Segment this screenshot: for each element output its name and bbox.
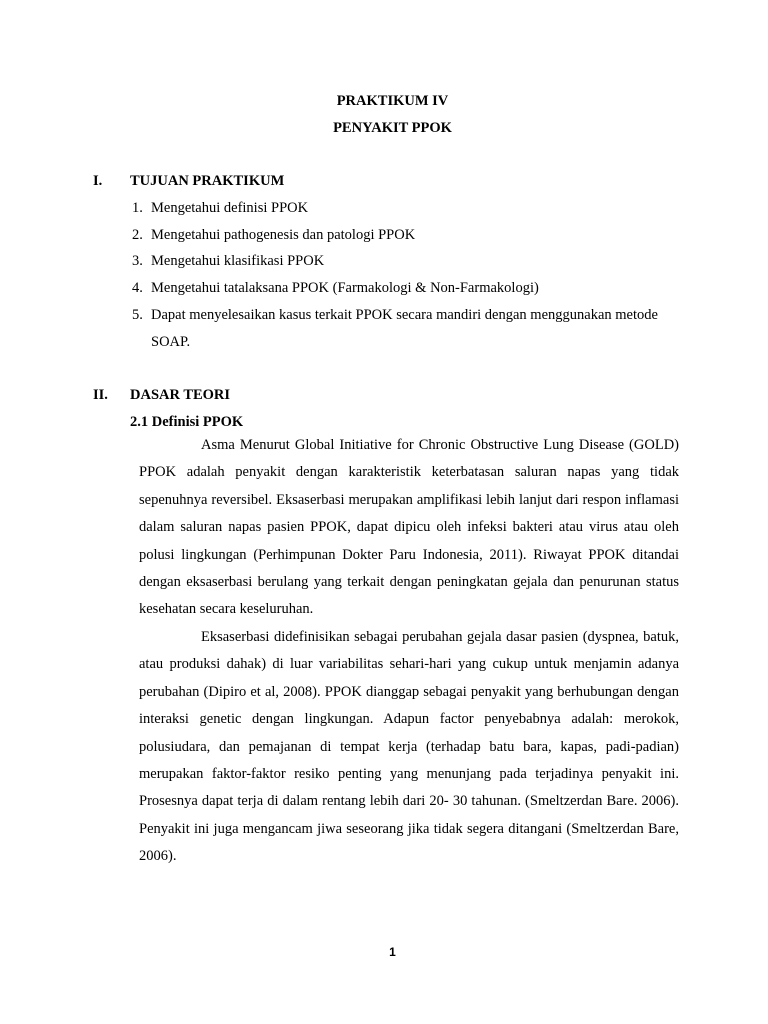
section-1-title: TUJUAN PRAKTIKUM xyxy=(130,173,285,189)
list-item-continuation: SOAP. xyxy=(151,334,191,350)
section-1-number: I. xyxy=(93,173,103,189)
section-2-number: II. xyxy=(93,387,108,403)
document-title: PRAKTIKUM IV xyxy=(336,93,449,109)
paragraph-exacerbation: Eksaserbasi didefinisikan sebagai perubahan gejala dasar pasien (dyspnea, batuk, atau produksi dahak) di luar variabilitas sehari-hari yang cukup untuk menjamin adanya perubahan (Dipiro et al, 2008). PPOK dianggap sebagai penyakit yang berhubungan dengan interaksi genetic dengan lingkungan. Adapun factor penyebabnya adalah: merokok, polusiudara, dan pemajanan di tempat kerja (terhadap batu bara, kapas, padi-padian) merupakan faktor-faktor resiko penting yang menunjang pada terjadinya penyakit ini. Prosesnya dapat terja di dalam rentang lebih dari 20- 30 tahunan. (Smeltzerdan Bare. 2006). Penyakit ini juga mengancam jiwa seseorang jika tidak segera ditangani (Smeltzerdan Bare, 2006). xyxy=(139,629,679,865)
section-2-title: DASAR TEORI xyxy=(130,387,231,403)
document-page: PRAKTIKUM IV PENYAKIT PPOK I. TUJUAN PRAKTIKUM 1. Mengetahui definisi PPOK 2. Mengetahui pathogenesis dan patologi PPOK 3. Mengetahui klasifikasi PPOK 4. Mengetahui tatalaksana PPOK (Farmakologi & Non-Farmakologi) 5. Dapat menyelesaikan kasus terkait PPOK secara mandiri dengan menggunakan metode SOAP. II. DASAR TEORI 2.1 Definisi PPOK Asma Menurut Global Initiative for Chronic Obstructive Lung Disease (GOLD) PPOK adalah penyakit dengan karakteristik keterbatasan saluran napas yang tidak sepenuhnya reversibel. Eksaserbasi merupakan amplifikasi lebih lanjut dari respon inflamasi dalam saluran napas pasien PPOK, dapat dipicu oleh infeksi bakteri atau virus atau oleh polusi lingkungan (Perhimpunan Dokter Paru Indonesia, 2011). Riwayat PPOK ditandai dengan eksaserbasi berulang yang terkait dengan peningkatan gejala dan penurunan status kesehatan secara keseluruhan. Eksaserbasi didefinisikan sebagai perubahan gejala dasar pasien (dyspnea, batuk, atau produksi dahak) di luar variabilitas sehari-hari yang cukup untuk menjamin adanya perubahan (Dipiro et al, 2008). PPOK dianggap sebagai penyakit yang berhubungan dengan interaksi genetic dengan lingkungan. Adapun factor penyebabnya adalah: merokok, polusiudara, dan pemajanan di tempat kerja (terhadap batu bara, kapas, padi-padian) merupakan faktor-faktor resiko penting yang menunjang pada terjadinya penyakit ini. Prosesnya dapat terja di dalam rentang lebih dari 20- 30 tahunan. (Smeltzerdan Bare. 2006). Penyakit ini juga mengancam jiwa seseorang jika tidak segera ditangani (Smeltzerdan Bare, 2006). 1 xyxy=(0,0,768,1024)
page-number: 1 xyxy=(389,945,396,959)
document-subtitle: PENYAKIT PPOK xyxy=(333,120,452,136)
subsection-title: 2.1 Definisi PPOK xyxy=(130,414,244,430)
paragraph-definition: Asma Menurut Global Initiative for Chronic Obstructive Lung Disease (GOLD) PPOK adalah penyakit dengan karakteristik keterbatasan saluran napas yang tidak sepenuhnya reversibel. Eksaserbasi merupakan amplifikasi lebih lanjut dari respon inflamasi dalam saluran napas pasien PPOK, dapat dipicu oleh infeksi bakteri atau virus atau oleh polusi lingkungan (Perhimpunan Dokter Paru Indonesia, 2011). Riwayat PPOK ditandai dengan eksaserbasi berulang yang terkait dengan peningkatan gejala dan penurunan status kesehatan secara keseluruhan. xyxy=(139,437,679,618)
